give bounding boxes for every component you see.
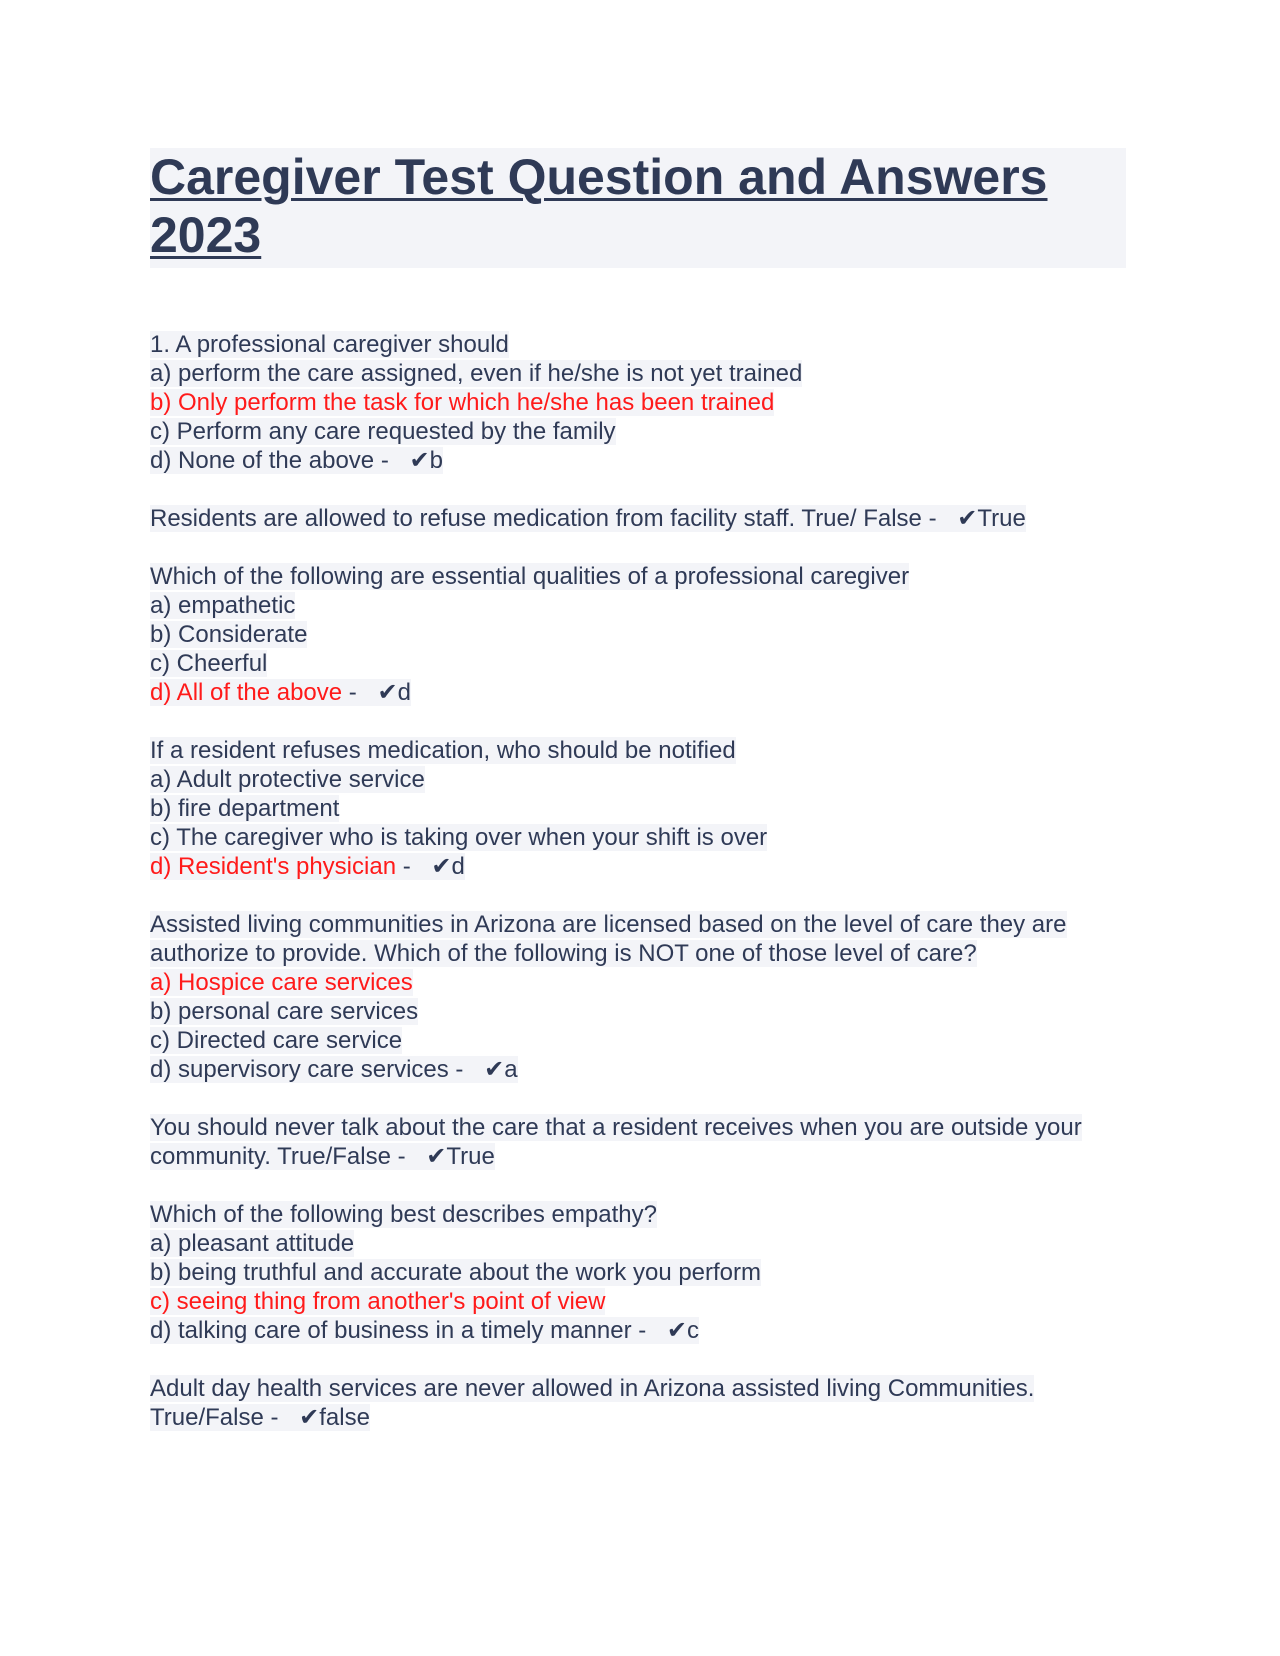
answer-option: [150, 1316, 1130, 1345]
checkmark-icon: ✔: [484, 1056, 505, 1083]
question-block: [150, 562, 1130, 707]
line-text: Adult day health services are never allowed in Arizona assisted living Communities.: [150, 1375, 1035, 1402]
line-text: a) empathetic: [150, 592, 296, 619]
line-text: 1. A professional caregiver should: [150, 331, 509, 358]
answer-key: b: [429, 447, 443, 474]
question-block: [150, 736, 1130, 881]
line-highlight: [150, 940, 977, 967]
answer-option: [150, 794, 1130, 823]
answer-option: [150, 1026, 1130, 1055]
line-highlight: [150, 592, 295, 619]
line-text: b) being truthful and accurate about the work you perform: [150, 1259, 762, 1286]
line-highlight: [150, 1230, 354, 1257]
answer-key: a: [504, 1056, 518, 1083]
line-highlight: [150, 1027, 402, 1054]
checkmark-icon: ✔: [431, 853, 452, 880]
line-highlight: [150, 766, 425, 793]
line-highlight: [150, 1404, 370, 1431]
question-text: [150, 330, 1130, 359]
question-text: [150, 736, 1130, 765]
line-text: If a resident refuses medication, who should be notified: [150, 737, 736, 764]
line-highlight: [150, 824, 767, 851]
line-text: c) Cheerful: [150, 650, 268, 677]
question-text: [150, 504, 1130, 533]
line-highlight: [150, 911, 1067, 938]
line-text: community. True/False: [150, 1143, 391, 1170]
checkmark-icon: ✔: [377, 679, 398, 706]
line-text: b) personal care services: [150, 998, 419, 1025]
line-highlight: [150, 1259, 761, 1286]
line-highlight: [150, 331, 509, 358]
line-highlight: [150, 998, 418, 1025]
line-text: c) Directed care service: [150, 1027, 403, 1054]
answer-separator: -: [448, 1056, 471, 1083]
line-highlight: [150, 650, 267, 677]
line-text: b) Considerate: [150, 621, 308, 648]
answer-option: [150, 823, 1130, 852]
answer-option: [150, 1055, 1130, 1084]
answer-key: d: [451, 853, 465, 880]
question-block: [150, 330, 1130, 475]
line-highlight: [150, 360, 802, 387]
answer-separator: -: [921, 505, 944, 532]
correct-option-text: b) Only perform the task for which he/she has been trained: [150, 389, 775, 416]
title-block: [150, 148, 1126, 268]
checkmark-icon: ✔: [666, 1317, 687, 1344]
line-text: Residents are allowed to refuse medication from facility staff. True/ False: [150, 505, 922, 532]
line-highlight: [150, 1056, 518, 1083]
line-text: authorize to provide. Which of the following is NOT one of those level of care?: [150, 940, 977, 967]
line-text: a) perform the care assigned, even if he/she is not yet trained: [150, 360, 803, 387]
checkmark-icon: ✔: [426, 1143, 447, 1170]
answer-key: false: [319, 1404, 370, 1431]
question-block: [150, 504, 1130, 533]
line-text: d) talking care of business in a timely manner: [150, 1317, 632, 1344]
line-text: c) Perform any care requested by the family: [150, 418, 616, 445]
question-text: [150, 562, 1130, 591]
answer-key: True: [977, 505, 1026, 532]
answer-separator: -: [263, 1404, 286, 1431]
line-text: Which of the following are essential qualities of a professional caregiver: [150, 563, 910, 590]
line-highlight: [150, 1143, 495, 1170]
line-text: Assisted living communities in Arizona are licensed based on the level of care they are: [150, 911, 1067, 938]
line-highlight: [150, 563, 909, 590]
answer-option: [150, 1403, 1130, 1432]
line-highlight: [150, 389, 774, 416]
answer-separator: -: [390, 1143, 413, 1170]
answer-option: [150, 997, 1130, 1026]
question-list: [150, 330, 1130, 1432]
line-highlight: [150, 1288, 605, 1315]
question-block: [150, 910, 1130, 1084]
checkmark-icon: ✔: [957, 505, 978, 532]
checkmark-icon: ✔: [299, 1404, 320, 1431]
answer-option: [150, 968, 1130, 997]
line-highlight: [150, 505, 1026, 532]
answer-option: [150, 591, 1130, 620]
checkmark-icon: ✔: [409, 447, 430, 474]
answer-option: [150, 649, 1130, 678]
answer-key: d: [397, 679, 411, 706]
correct-option-text: d) Resident's physician: [150, 853, 397, 880]
answer-separator: -: [374, 447, 396, 474]
line-text: Which of the following best describes empathy?: [150, 1201, 657, 1228]
line-highlight: [150, 447, 443, 474]
line-highlight: [150, 969, 413, 996]
answer-option: [150, 620, 1130, 649]
line-highlight: [150, 1201, 657, 1228]
answer-option: [150, 1229, 1130, 1258]
answer-separator: -: [396, 853, 418, 880]
answer-key: c: [687, 1317, 699, 1344]
answer-option: [150, 765, 1130, 794]
answer-option: [150, 852, 1130, 881]
question-text: [150, 1113, 1130, 1142]
line-text: a) Adult protective service: [150, 766, 425, 793]
answer-key: True: [446, 1143, 495, 1170]
line-highlight: [150, 679, 411, 706]
answer-option: [150, 417, 1130, 446]
question-text: [150, 910, 1130, 939]
question-block: [150, 1374, 1130, 1432]
line-highlight: [150, 853, 465, 880]
line-highlight: [150, 795, 339, 822]
line-highlight: [150, 1114, 1082, 1141]
line-text: True/False: [150, 1404, 264, 1431]
answer-option: [150, 678, 1130, 707]
document-page: [150, 148, 1130, 1461]
question-block: [150, 1113, 1130, 1171]
document-title: Caregiver Test Question and Answers 2023: [150, 149, 1048, 263]
line-highlight: [150, 418, 616, 445]
answer-option: [150, 939, 1130, 968]
line-text: You should never talk about the care that a resident receives when you are outside your: [150, 1114, 1082, 1141]
question-text: [150, 1200, 1130, 1229]
answer-option: [150, 388, 1130, 417]
answer-separator: -: [342, 679, 364, 706]
correct-option-text: a) Hospice care services: [150, 969, 413, 996]
correct-option-text: d) All of the above: [150, 679, 343, 706]
question-text: [150, 1374, 1130, 1403]
answer-option: [150, 1287, 1130, 1316]
correct-option-text: c) seeing thing from another's point of view: [150, 1288, 606, 1315]
line-text: c) The caregiver who is taking over when your shift is over: [150, 824, 768, 851]
line-highlight: [150, 1375, 1034, 1402]
answer-option: [150, 1258, 1130, 1287]
line-text: a) pleasant attitude: [150, 1230, 355, 1257]
question-block: [150, 1200, 1130, 1345]
answer-option: [150, 1142, 1130, 1171]
line-highlight: [150, 621, 307, 648]
line-highlight: [150, 737, 736, 764]
answer-option: [150, 359, 1130, 388]
line-text: b) fire department: [150, 795, 340, 822]
line-highlight: [150, 1317, 699, 1344]
answer-separator: -: [631, 1317, 653, 1344]
line-text: d) None of the above: [150, 447, 375, 474]
line-text: d) supervisory care services: [150, 1056, 449, 1083]
answer-option: [150, 446, 1130, 475]
